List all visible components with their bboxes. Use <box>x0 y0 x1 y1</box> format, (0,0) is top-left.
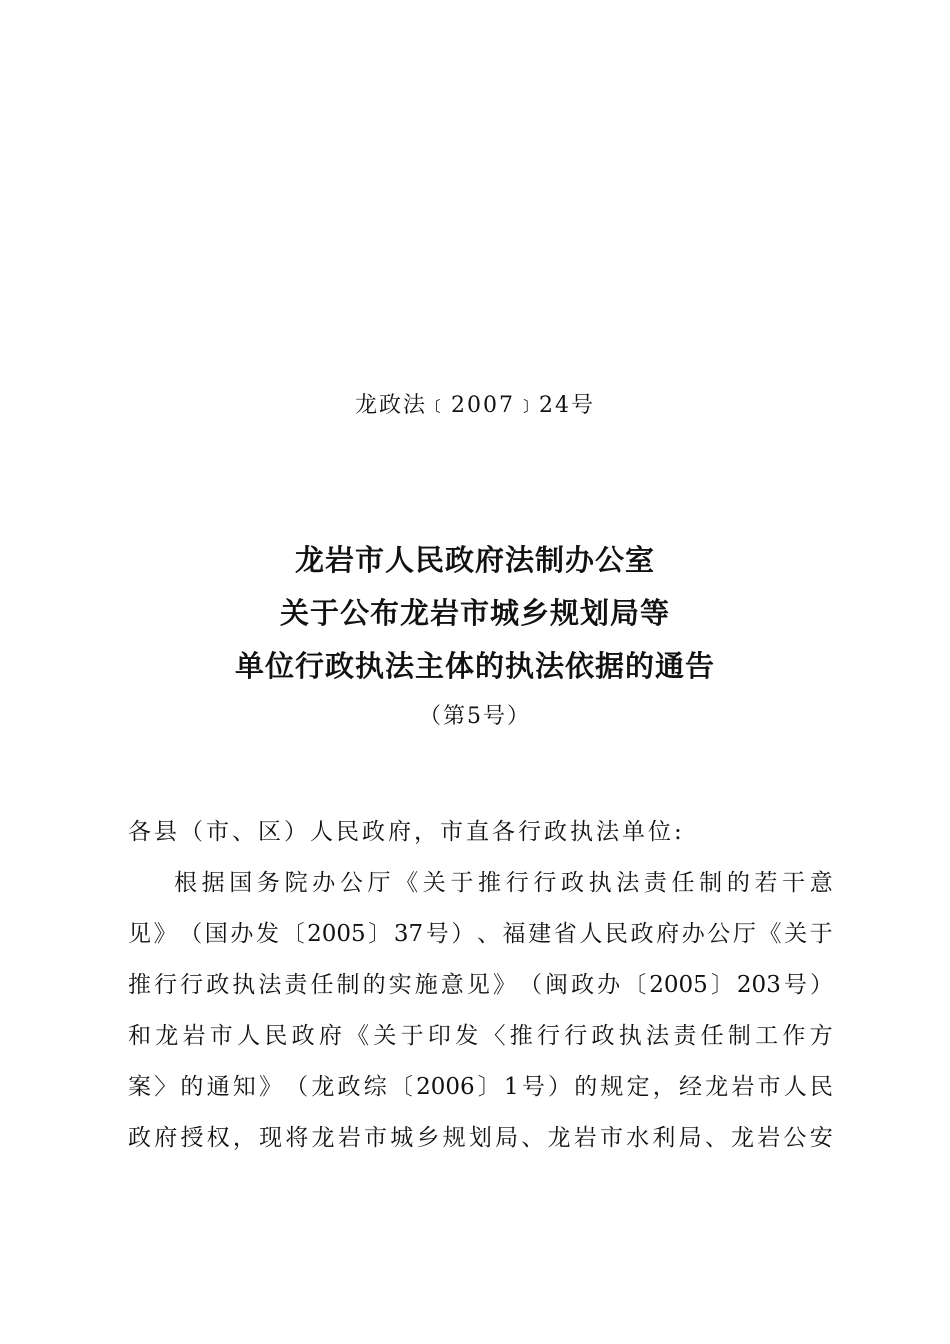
glyph: 执 <box>232 972 256 998</box>
glyph: 法 <box>646 1023 670 1049</box>
glyph: 国 <box>204 921 228 947</box>
glyph: 行 <box>536 1023 560 1049</box>
glyph: （ <box>518 972 542 998</box>
glyph: 民 <box>264 1023 288 1049</box>
glyph: 将 <box>285 1125 309 1151</box>
glyph: 任 <box>671 870 695 896</box>
body-line-3 <box>128 960 833 1011</box>
glyph: 行 <box>505 870 529 896</box>
glyph: 若 <box>754 870 778 896</box>
glyph: ） <box>809 972 833 998</box>
body-line-4 <box>128 1011 833 1062</box>
glyph: 责 <box>673 1023 697 1049</box>
title-block <box>0 534 950 737</box>
glyph: 岩 <box>182 1023 206 1049</box>
glyph: 岩 <box>731 1074 755 1100</box>
glyph: 203 <box>736 972 781 998</box>
glyph: 作 <box>782 1023 806 1049</box>
glyph: 37 <box>393 921 424 947</box>
glyph: 见 <box>466 972 490 998</box>
glyph: 岩 <box>757 1125 781 1151</box>
glyph: 城 <box>390 1125 414 1151</box>
glyph: 》 <box>153 921 177 947</box>
glyph: 施 <box>414 972 438 998</box>
glyph: 〉 <box>154 1074 178 1100</box>
glyph: 市 <box>209 1023 233 1049</box>
glyph: 〔 <box>281 921 305 947</box>
glyph: 岩 <box>573 1125 597 1151</box>
glyph: 现 <box>259 1125 283 1151</box>
glyph: 务 <box>256 870 280 896</box>
glyph: 意 <box>809 870 833 896</box>
glyph: 干 <box>782 870 806 896</box>
glyph: 政 <box>128 1125 151 1151</box>
glyph: 授 <box>180 1125 204 1151</box>
glyph: 权 <box>206 1125 230 1151</box>
glyph: 责 <box>643 870 667 896</box>
glyph: 案 <box>128 1074 151 1100</box>
glyph: 政 <box>630 921 654 947</box>
glyph: 行 <box>533 870 557 896</box>
glyph: 号 <box>425 921 449 947</box>
glyph: 〔 <box>623 972 647 998</box>
glyph: 任 <box>310 972 334 998</box>
glyph: 、 <box>704 1125 728 1151</box>
glyph: 市 <box>363 1125 387 1151</box>
glyph: 》 <box>492 972 516 998</box>
glyph: 发 <box>455 1023 479 1049</box>
glyph: 推 <box>509 1023 533 1049</box>
body-line-2 <box>128 909 833 960</box>
glyph: 龙 <box>311 1125 335 1151</box>
glyph: 府 <box>318 1023 342 1049</box>
body-line-1 <box>128 858 833 909</box>
glyph: 定 <box>626 1074 650 1100</box>
glyph: 市 <box>599 1125 623 1151</box>
glyph: 人 <box>237 1023 261 1049</box>
glyph: 〕 <box>368 921 392 947</box>
glyph: 2006 <box>416 1074 475 1100</box>
glyph: 龙 <box>731 1125 755 1151</box>
glyph: 〔 <box>389 1074 413 1100</box>
glyph: 行 <box>564 1023 588 1049</box>
glyph: 利 <box>652 1125 676 1151</box>
glyph: 1 <box>503 1074 519 1100</box>
glyph: 工 <box>755 1023 779 1049</box>
glyph: 、 <box>521 1125 545 1151</box>
glyph: 国 <box>229 870 253 896</box>
glyph: 2005 <box>307 921 366 947</box>
glyph: 公 <box>783 1125 807 1151</box>
glyph: 号 <box>783 972 807 998</box>
glyph: 府 <box>656 921 680 947</box>
glyph: 办 <box>312 870 336 896</box>
glyph: 方 <box>809 1023 833 1049</box>
glyph: 民 <box>809 1074 833 1100</box>
glyph: 根 <box>174 870 197 896</box>
glyph: 乡 <box>416 1125 440 1151</box>
glyph: 建 <box>528 921 552 947</box>
glyph: 〕 <box>710 972 734 998</box>
glyph: 的 <box>362 972 386 998</box>
glyph: 的 <box>574 1074 598 1100</box>
glyph: 政 <box>337 1074 361 1100</box>
glyph: 印 <box>427 1023 451 1049</box>
glyph: 关 <box>373 1023 397 1049</box>
glyph: 法 <box>616 870 640 896</box>
glyph: 制 <box>336 972 360 998</box>
glyph: 政 <box>571 972 595 998</box>
glyph: （ <box>285 1074 309 1100</box>
glyph: 规 <box>600 1074 624 1100</box>
glyph: 院 <box>284 870 308 896</box>
glyph: ） <box>451 921 475 947</box>
glyph: 行 <box>180 972 204 998</box>
glyph: 岩 <box>337 1125 361 1151</box>
glyph: 于 <box>450 870 474 896</box>
glyph: 规 <box>442 1125 466 1151</box>
glyph: 人 <box>783 1074 807 1100</box>
glyph: 实 <box>388 972 412 998</box>
glyph: 政 <box>560 870 584 896</box>
glyph: ） <box>548 1074 571 1100</box>
glyph: 省 <box>553 921 577 947</box>
glyph: 划 <box>468 1125 492 1151</box>
glyph: 2005 <box>649 972 708 998</box>
glyph: 局 <box>495 1125 519 1151</box>
glyph: 推 <box>128 972 151 998</box>
glyph: 意 <box>440 972 464 998</box>
glyph: 办 <box>230 921 254 947</box>
glyph: 综 <box>363 1074 387 1100</box>
glyph: 《 <box>758 921 782 947</box>
glyph: 龙 <box>155 1023 179 1049</box>
glyph: 人 <box>579 921 603 947</box>
glyph: 安 <box>809 1125 833 1151</box>
glyph: 福 <box>502 921 526 947</box>
glyph: 于 <box>400 1023 424 1049</box>
glyph: 〈 <box>482 1023 506 1049</box>
glyph: 《 <box>346 1023 370 1049</box>
glyph: 局 <box>678 1125 702 1151</box>
glyph: 于 <box>809 921 833 947</box>
glyph: 关 <box>784 921 808 947</box>
glyph: 政 <box>206 972 230 998</box>
glyph: 厅 <box>367 870 391 896</box>
glyph: 民 <box>604 921 628 947</box>
glyph: 的 <box>180 1074 204 1100</box>
glyph: 办 <box>681 921 705 947</box>
title-line-3: 单位行政执法主体的执法依据的通告 <box>234 649 715 683</box>
glyph: 责 <box>284 972 308 998</box>
glyph: 法 <box>258 972 282 998</box>
glyph: 的 <box>726 870 750 896</box>
glyph: 政 <box>291 1023 315 1049</box>
glyph: 公 <box>339 870 363 896</box>
glyph: 闽 <box>545 972 568 998</box>
glyph: 号 <box>521 1074 545 1100</box>
glyph: 执 <box>588 870 612 896</box>
subtitle: （第5号） <box>419 704 531 729</box>
glyph: 龙 <box>705 1074 729 1100</box>
title-line-1: 龙岩市人民政府法制办公室 <box>294 543 655 577</box>
body-line-6 <box>128 1113 833 1164</box>
glyph: 龙 <box>547 1125 571 1151</box>
glyph: 府 <box>154 1125 178 1151</box>
glyph: （ <box>179 921 203 947</box>
glyph: 〕 <box>477 1074 501 1100</box>
glyph: 推 <box>478 870 502 896</box>
document-number: 龙政法﹝2007﹞24号 <box>355 393 595 418</box>
glyph: 政 <box>591 1023 615 1049</box>
glyph: 龙 <box>311 1074 335 1100</box>
glyph: 制 <box>699 870 723 896</box>
glyph: 见 <box>128 921 151 947</box>
glyph: ， <box>652 1074 676 1100</box>
glyph: 市 <box>757 1074 781 1100</box>
glyph: 知 <box>232 1074 256 1100</box>
glyph: 制 <box>727 1023 751 1049</box>
glyph: 据 <box>201 870 225 896</box>
glyph: 经 <box>678 1074 702 1100</box>
glyph: 水 <box>626 1125 650 1151</box>
glyph: 任 <box>700 1023 724 1049</box>
glyph: 《 <box>395 870 419 896</box>
glyph: 公 <box>707 921 731 947</box>
body-text <box>128 807 833 1164</box>
title-line-2: 关于公布龙岩市城乡规划局等 <box>279 596 670 630</box>
glyph: ， <box>232 1125 256 1151</box>
body-line-5 <box>128 1062 833 1113</box>
glyph: 和 <box>128 1023 151 1049</box>
glyph: 办 <box>597 972 621 998</box>
salutation: 各县（市、区）人民政府，市直各行政执法单位: <box>128 819 685 845</box>
glyph: 行 <box>154 972 178 998</box>
glyph: 执 <box>618 1023 642 1049</box>
glyph: 、 <box>476 921 500 947</box>
glyph: 发 <box>255 921 279 947</box>
glyph: 关 <box>422 870 446 896</box>
glyph: 》 <box>258 1074 282 1100</box>
glyph: 厅 <box>732 921 756 947</box>
glyph: 通 <box>206 1074 230 1100</box>
